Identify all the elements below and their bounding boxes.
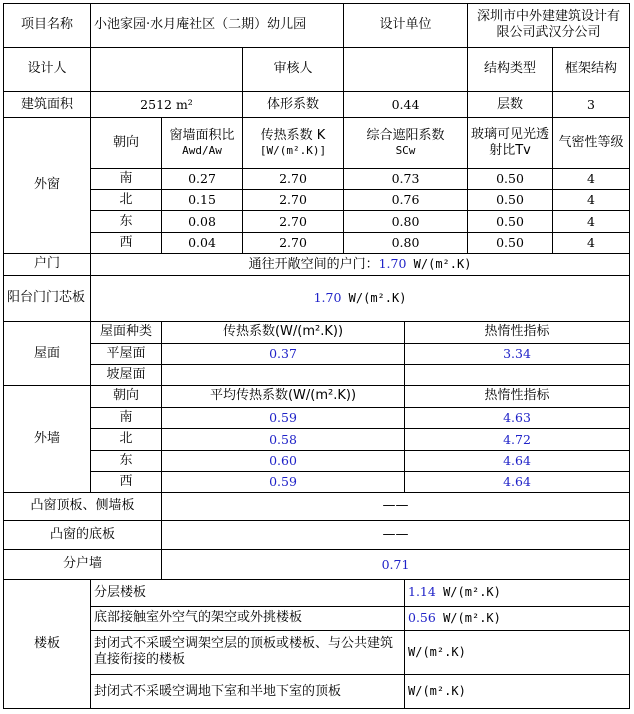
designer-unit-label: 设计单位 xyxy=(344,4,468,48)
partition-row xyxy=(4,550,630,580)
scw-title: 综合遮阳系数 xyxy=(366,127,445,143)
floor-row-overhang xyxy=(4,607,630,630)
balcony-value: 1.70 xyxy=(313,289,342,305)
window-header-orientation: 朝向 xyxy=(91,117,162,168)
roof-type: 平屋面 xyxy=(91,343,162,364)
balcony-row xyxy=(4,275,630,322)
window-header-tv: 玻璃可见光透射比Tv xyxy=(468,117,553,168)
window-k: 2.70 xyxy=(243,211,344,232)
wall-inertia: 4.64 xyxy=(405,450,630,471)
floor-item-unit: W/(m².K) xyxy=(408,684,466,698)
balcony-value-cell xyxy=(91,275,630,322)
header-row-area xyxy=(4,92,630,117)
window-row-north xyxy=(4,190,630,211)
floor-item-name: 分层楼板 xyxy=(91,579,405,606)
window-header-airtight: 气密性等级 xyxy=(553,117,630,168)
wall-dir: 北 xyxy=(91,429,162,450)
bay-top-row xyxy=(4,493,630,520)
designer-unit: 深圳市中外建建筑设计有限公司武汉分公司 xyxy=(468,4,630,48)
wall-dir: 东 xyxy=(91,450,162,471)
area-value: 2512 m² xyxy=(91,92,243,117)
roof-k: 0.37 xyxy=(162,343,405,364)
floor-row-basement xyxy=(4,675,630,709)
wall-k-header: 平均传热系数(W/(m².K)) xyxy=(162,386,405,407)
roof-k xyxy=(162,365,405,386)
window-scw: 0.73 xyxy=(344,168,468,189)
wall-k: 0.59 xyxy=(162,471,405,492)
window-airtight: 4 xyxy=(553,168,630,189)
window-header-ratio xyxy=(162,117,243,168)
bay-bottom-label: 凸窗的底板 xyxy=(4,520,162,550)
wall-label: 外墙 xyxy=(4,386,91,493)
roof-header-row xyxy=(4,322,630,343)
floor-item-unit: W/(m².K) xyxy=(435,585,501,600)
area-label: 建筑面积 xyxy=(4,92,91,117)
door-unit: W/(m².K) xyxy=(406,256,472,271)
floor-row-enclosed xyxy=(4,630,630,675)
partition-label: 分户墙 xyxy=(4,550,162,580)
window-k: 2.70 xyxy=(243,190,344,211)
roof-inertia xyxy=(405,365,630,386)
header-row-people xyxy=(4,47,630,92)
wall-dir: 西 xyxy=(91,471,162,492)
floor-row-layer xyxy=(4,579,630,606)
bay-bottom-value: —— xyxy=(162,520,630,550)
k-title: 传热系数 K xyxy=(260,127,326,143)
floor-item-value-cell xyxy=(405,675,630,709)
window-scw: 0.76 xyxy=(344,190,468,211)
window-tv: 0.50 xyxy=(468,190,553,211)
roof-inertia-header: 热惰性指标 xyxy=(405,322,630,343)
wall-inertia: 4.64 xyxy=(405,471,630,492)
window-ratio: 0.08 xyxy=(162,211,243,232)
wall-row-south xyxy=(4,407,630,428)
window-scw: 0.80 xyxy=(344,232,468,253)
shape-coef-label: 体形系数 xyxy=(243,92,344,117)
door-text: 通往开敞空间的户门： xyxy=(248,256,379,272)
bay-top-value: —— xyxy=(162,493,630,520)
door-value-cell xyxy=(91,254,630,275)
project-label: 项目名称 xyxy=(4,4,91,48)
floor-item-unit: W/(m².K) xyxy=(408,644,466,659)
floor-item-name: 底部接触室外空气的架空或外挑楼板 xyxy=(91,607,405,630)
window-header-scw xyxy=(344,117,468,168)
floors-label: 层数 xyxy=(468,92,553,117)
window-dir: 西 xyxy=(91,232,162,253)
balcony-label: 阳台门门芯板 xyxy=(4,275,91,322)
roof-type-header: 屋面种类 xyxy=(91,322,162,343)
roof-label: 屋面 xyxy=(4,322,91,386)
window-label: 外窗 xyxy=(4,117,91,253)
floor-item-value: 0.56 xyxy=(408,609,436,625)
shape-coef-value: 0.44 xyxy=(344,92,468,117)
wall-k: 0.59 xyxy=(162,407,405,428)
door-row xyxy=(4,254,630,275)
window-ratio: 0.15 xyxy=(162,190,243,211)
wall-dir: 南 xyxy=(91,407,162,428)
window-header-k xyxy=(243,117,344,168)
ratio-sub: Awd/Aw xyxy=(182,144,222,158)
window-row-west xyxy=(4,232,630,253)
window-dir: 北 xyxy=(91,190,162,211)
balcony-unit: W/(m².K) xyxy=(341,290,407,305)
wall-row-west xyxy=(4,471,630,492)
window-row-south xyxy=(4,168,630,189)
window-airtight: 4 xyxy=(553,211,630,232)
window-dir: 东 xyxy=(91,211,162,232)
project-name: 小池家园·水月庵社区（二期）幼儿园 xyxy=(91,4,344,48)
window-airtight: 4 xyxy=(553,190,630,211)
window-ratio: 0.04 xyxy=(162,232,243,253)
floor-item-name: 封闭式不采暖空调架空层的顶板或楼板、与公共建筑直接衔接的楼板 xyxy=(91,630,405,675)
window-header-row xyxy=(4,117,630,168)
wall-row-east xyxy=(4,450,630,471)
roof-type: 坡屋面 xyxy=(91,365,162,386)
k-sub: [W/(m².K)] xyxy=(259,144,327,158)
window-tv: 0.50 xyxy=(468,232,553,253)
reviewer-label: 审核人 xyxy=(243,47,344,92)
window-tv: 0.50 xyxy=(468,211,553,232)
roof-k-header: 传热系数(W/(m².K)) xyxy=(162,322,405,343)
thermal-design-table xyxy=(3,3,630,709)
window-row-east xyxy=(4,211,630,232)
roof-row-flat xyxy=(4,343,630,364)
floor-item-value: 1.14 xyxy=(408,584,436,600)
floor-item-name: 封闭式不采暖空调地下室和半地下室的顶板 xyxy=(91,675,405,709)
window-ratio: 0.27 xyxy=(162,168,243,189)
floor-item-value-cell xyxy=(405,630,630,675)
designer-label: 设计人 xyxy=(4,47,91,92)
wall-row-north xyxy=(4,429,630,450)
floor-item-value-cell xyxy=(405,607,630,630)
wall-inertia-header: 热惰性指标 xyxy=(405,386,630,407)
floors-value: 3 xyxy=(553,92,630,117)
window-k: 2.70 xyxy=(243,232,344,253)
roof-inertia: 3.34 xyxy=(405,343,630,364)
wall-inertia: 4.63 xyxy=(405,407,630,428)
floor-item-unit: W/(m².K) xyxy=(435,610,501,625)
wall-k: 0.60 xyxy=(162,450,405,471)
ratio-title: 窗墙面积比 xyxy=(169,127,235,143)
window-k: 2.70 xyxy=(243,168,344,189)
roof-row-slope xyxy=(4,365,630,386)
window-dir: 南 xyxy=(91,168,162,189)
window-tv: 0.50 xyxy=(468,168,553,189)
floor-item-value-cell xyxy=(405,579,630,606)
header-row-project xyxy=(4,4,630,48)
door-label: 户门 xyxy=(4,254,91,275)
wall-header-row xyxy=(4,386,630,407)
structure-value: 框架结构 xyxy=(553,47,630,92)
reviewer-value xyxy=(344,47,468,92)
partition-value: 0.71 xyxy=(162,550,630,580)
scw-sub: SCw xyxy=(395,144,416,158)
wall-dir-header: 朝向 xyxy=(91,386,162,407)
structure-label: 结构类型 xyxy=(468,47,553,92)
window-airtight: 4 xyxy=(553,232,630,253)
bay-bottom-row xyxy=(4,520,630,550)
designer-value xyxy=(91,47,243,92)
wall-k: 0.58 xyxy=(162,429,405,450)
door-value: 1.70 xyxy=(378,255,407,271)
window-scw: 0.80 xyxy=(344,211,468,232)
wall-inertia: 4.72 xyxy=(405,429,630,450)
bay-top-label: 凸窗顶板、侧墙板 xyxy=(4,493,162,520)
floor-label: 楼板 xyxy=(4,579,91,708)
